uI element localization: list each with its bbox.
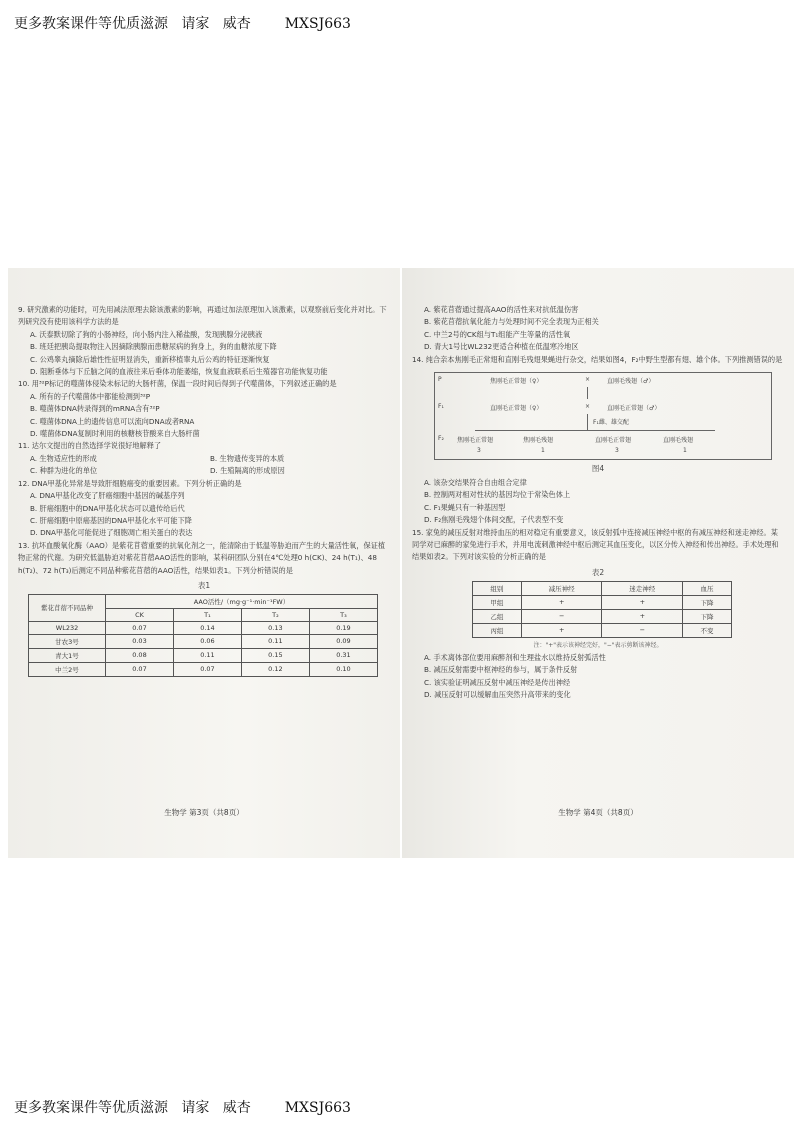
table-1-row-header: 紫花苜蓿不同品种 xyxy=(29,594,106,621)
question-12-option-a: A. DNA甲基化改变了肝癌细胞中基因的碱基序列 xyxy=(30,491,185,501)
table-1-cell: WL232 xyxy=(29,621,106,634)
question-9-option-d: D. 阻断垂体与下丘脑之间的血液往来后垂体功能萎缩，恢复血液联系后生殖器官功能恢复功能 xyxy=(30,367,328,377)
table-2 xyxy=(472,581,732,638)
question-11-option-a: A. 生物适应性的形成 xyxy=(30,453,97,463)
question-15-stem: 15. 家兔的减压反射对维持血压的相对稳定有重要意义，该反射弧中连接减压神经中枢的有减压神经和迷走神经。某同学对已麻醉的家兔进行手术，并用电流刺激神经中枢后测定其血压变化，以区分传入神经和传出神经。手术处理和结果如表2。下列对该实验的分析正确的是 xyxy=(412,527,779,562)
figure-4-p-right: 直刚毛残翅（♂） xyxy=(607,378,655,386)
question-10-option-d: D. 噬菌体DNA复制时利用的核糖核苷酸来自大肠杆菌 xyxy=(30,429,200,439)
table-2-cell: + xyxy=(602,609,683,623)
question-14-option-c: C. F₁果蝇只有一种基因型 xyxy=(424,502,506,512)
figure-4-f2-4: 直刚毛残翅 xyxy=(663,437,694,445)
table-1-cell: 0.13 xyxy=(241,621,309,634)
question-10-option-a: A. 所有的子代噬菌体中都能检测到³²P xyxy=(30,391,151,401)
question-9 xyxy=(18,304,390,378)
question-15-options xyxy=(412,652,784,702)
table-1-col-t1: T₁ xyxy=(173,608,241,621)
question-10-option-c: C. 噬菌体DNA上的遗传信息可以流向DNA或者RNA xyxy=(30,416,195,426)
question-13-option-c: C. 中兰2号的CK组与T₁组能产生等量的活性氧 xyxy=(424,329,571,339)
question-11-option-d: D. 生殖隔离的形成原因 xyxy=(210,466,285,476)
table-2-col-group: 组别 xyxy=(473,581,522,595)
table-row xyxy=(29,662,378,676)
left-page-footer: 生物学 第3页（共8页） xyxy=(164,808,244,817)
question-13-option-b: B. 紫花苜蓿抗氧化能力与处理时间不完全表现为正相关 xyxy=(424,317,599,327)
question-9-option-a: A. 沃泰默切除了狗的小肠神经，向小肠内注入稀盐酸，发现胰腺分泌胰液 xyxy=(30,329,263,339)
table-2-note: 注："+"表示该神经完好，"−"表示剪断该神经。 xyxy=(533,641,663,649)
table-1-cell: 0.03 xyxy=(106,634,174,648)
table-2-col-depressor: 减压神经 xyxy=(521,581,602,595)
table-1-col-t2: T₂ xyxy=(241,608,309,621)
figure-4-cross-symbol: × xyxy=(585,376,591,384)
banner-text: 更多教案课件等优质滋源 请家 威杏 xyxy=(14,16,251,32)
figure-4-ratio-4: 1 xyxy=(683,447,687,455)
table-2-col-bp: 血压 xyxy=(683,581,732,595)
question-15-option-c: C. 该实验证明减压反射中减压神经是传出神经 xyxy=(424,677,571,687)
table-1-cell: 0.14 xyxy=(173,621,241,634)
question-14-option-b: B. 控制两对相对性状的基因均位于常染色体上 xyxy=(424,490,571,500)
table-2-cell: 下降 xyxy=(683,609,732,623)
table-2-caption: 表2 xyxy=(591,567,605,577)
question-10-option-b: B. 噬菌体DNA转录得到的mRNA含有³²P xyxy=(30,404,160,414)
banner-code-bottom: MXSJ663 xyxy=(284,1100,351,1116)
table-row xyxy=(473,623,732,637)
question-15-option-d: D. 减压反射可以缓解血压突然升高带来的变化 xyxy=(424,690,571,700)
question-11-option-c: C. 种群为进化的单位 xyxy=(30,466,98,476)
question-14 xyxy=(412,354,784,366)
table-1-cell: 0.15 xyxy=(241,648,309,662)
table-1-cell: 0.31 xyxy=(309,648,377,662)
figure-4-cross-diagram xyxy=(434,372,772,460)
figure-4-caption: 图4 xyxy=(591,464,605,474)
figure-4-f2-1: 焦刚毛正常翅 xyxy=(457,437,494,445)
scanned-page-left xyxy=(8,268,400,858)
top-banner xyxy=(14,13,351,33)
table-1-cell: 0.07 xyxy=(173,662,241,676)
bottom-banner xyxy=(14,1097,351,1117)
table-1-cell: 0.11 xyxy=(241,634,309,648)
table-2-cell: − xyxy=(521,609,602,623)
table-row xyxy=(29,621,378,634)
figure-4-f1-right: 直刚毛正常翅（♂） xyxy=(607,405,661,413)
table-1-cell: 0.11 xyxy=(173,648,241,662)
table-1-col-ck: CK xyxy=(106,608,174,621)
question-9-stem: 9. 研究激素的功能时，可先用减法原理去除该激素的影响，再通过加法原理加入该激素，以观察前后变化并对比。下列研究没有使用该科学方法的是 xyxy=(18,305,387,327)
table-row xyxy=(473,609,732,623)
table-1-cell: 0.08 xyxy=(106,648,174,662)
question-13-option-d: D. 青大1号比WL232更适合种植在低温寒冷地区 xyxy=(424,342,579,352)
question-9-option-c: C. 公鸡睾丸摘除后雄性性征明显消失，重新移植睾丸后公鸡的特征逐渐恢复 xyxy=(30,354,270,364)
table-1-cell: 0.07 xyxy=(106,662,174,676)
figure-4-f2-3: 直刚毛正常翅 xyxy=(595,437,632,445)
gen-label-f1: F₁ xyxy=(438,403,444,411)
table-2-cell: + xyxy=(521,595,602,609)
question-12-option-b: B. 肝癌细胞中的DNA甲基化状态可以遗传给后代 xyxy=(30,503,185,513)
question-12 xyxy=(18,478,390,540)
banner-code: MXSJ663 xyxy=(284,16,351,32)
table-1-cell: 0.09 xyxy=(309,634,377,648)
question-13-options xyxy=(412,304,784,354)
table-2-cell: 乙组 xyxy=(473,609,522,623)
question-14-option-d: D. F₂焦刚毛残翅个体间交配，子代表型不变 xyxy=(424,515,564,525)
question-14-stem: 14. 纯合亲本焦刚毛正常翅和直刚毛残翅果蝇进行杂交，结果如图4，F₂中野生型都有翅、雄个体。下列推测错误的是 xyxy=(412,354,783,364)
table-2-cell: 不变 xyxy=(683,623,732,637)
question-14-options xyxy=(412,477,784,527)
table-2-cell: − xyxy=(602,623,683,637)
figure-4-cross-symbol-f1: × xyxy=(585,403,591,411)
question-10-stem: 10. 用³²P标记的噬菌体侵染未标记的大肠杆菌，保温一段时间后得到子代噬菌体，下列叙述正确的是 xyxy=(18,379,337,389)
question-12-option-c: C. 肝癌细胞中原癌基因的DNA甲基化水平可能下降 xyxy=(30,515,192,525)
question-11-stem: 11. 达尔文提出的自然选择学说很好地解释了 xyxy=(18,441,162,451)
question-15 xyxy=(412,527,784,564)
question-13 xyxy=(18,540,390,577)
question-13-option-a: A. 紫花苜蓿通过提高AAO的活性来对抗低温伤害 xyxy=(424,305,579,314)
table-1-caption: 表1 xyxy=(197,580,211,590)
table-2-cell: 丙组 xyxy=(473,623,522,637)
table-2-cell: 下降 xyxy=(683,595,732,609)
question-9-option-b: B. 班廷把胰岛提取物注入因摘除胰腺而患糖尿病的狗身上，狗的血糖浓度下降 xyxy=(30,342,277,352)
figure-4-p-left: 焦刚毛正常翅（♀） xyxy=(490,378,543,386)
question-15-option-b: B. 减压反射需要中枢神经的参与，属于条件反射 xyxy=(424,665,578,675)
banner-text-bottom: 更多教案课件等优质滋源 请家 威杏 xyxy=(14,1100,251,1116)
table-1 xyxy=(28,594,378,677)
figure-4-f2-2: 焦刚毛残翅 xyxy=(523,437,554,445)
question-12-option-d: D. DNA甲基化可能促进了细胞凋亡相关蛋白的表达 xyxy=(30,528,193,538)
table-1-cell: 0.07 xyxy=(106,621,174,634)
right-page-footer: 生物学 第4页（共8页） xyxy=(558,808,638,817)
figure-4-ratio-1: 3 xyxy=(477,447,481,455)
table-1-cell: 0.12 xyxy=(241,662,309,676)
table-2-cell: + xyxy=(602,595,683,609)
question-13-stem: 13. 抗坏血酸氧化酶（AAO）是紫花苜蓿重要的抗氧化剂之一，能清除由于低温等胁迫而产生的大量活性氧，保证植物正常的代谢。为研究低温胁迫对紫花苜蓿AAO活性的影响，某科研团队分别在4℃处理0 h(CK)、24 h(T₁)、48 h(T₂)、72 h(T₃)后测定不同品种紫花苜蓿的AAO活性，结果如表1。下列分析错误的是 xyxy=(18,540,386,575)
table-row xyxy=(29,648,378,662)
gen-label-p: P xyxy=(438,376,442,384)
question-14-option-a: A. 该杂交结果符合自由组合定律 xyxy=(424,478,527,488)
figure-4-ratio-2: 1 xyxy=(541,447,545,455)
figure-4-f1-note: F₁雌、雄交配 xyxy=(593,419,629,427)
table-1-unit-header: AAO活性/（mg·g⁻¹·min⁻¹FW） xyxy=(106,594,378,608)
table-1-cell: 0.06 xyxy=(173,634,241,648)
table-2-cell: + xyxy=(521,623,602,637)
question-10 xyxy=(18,378,390,440)
figure-4-f1-left: 直刚毛正常翅（♀） xyxy=(490,405,543,413)
table-2-col-vagus: 迷走神经 xyxy=(602,581,683,595)
table-1-cell: 0.10 xyxy=(309,662,377,676)
table-1-cell: 0.19 xyxy=(309,621,377,634)
table-1-cell: 青大1号 xyxy=(29,648,106,662)
figure-4-ratio-3: 3 xyxy=(615,447,619,455)
table-1-cell: 甘农3号 xyxy=(29,634,106,648)
table-1-col-t3: T₃ xyxy=(309,608,377,621)
scanned-page-right xyxy=(402,268,794,858)
question-11-option-b: B. 生物遗传变异的本质 xyxy=(210,453,285,463)
table-1-cell: 中兰2号 xyxy=(29,662,106,676)
table-row xyxy=(473,595,732,609)
table-row xyxy=(29,634,378,648)
question-11 xyxy=(18,440,390,477)
table-2-cell: 甲组 xyxy=(473,595,522,609)
gen-label-f2: F₂ xyxy=(438,435,444,443)
question-15-option-a: A. 手术离体部位要用麻醉剂和生理盐水以维持反射弧活性 xyxy=(424,652,606,662)
question-12-stem: 12. DNA甲基化异常是导致肝细胞癌变的重要因素。下列分析正确的是 xyxy=(18,478,242,488)
